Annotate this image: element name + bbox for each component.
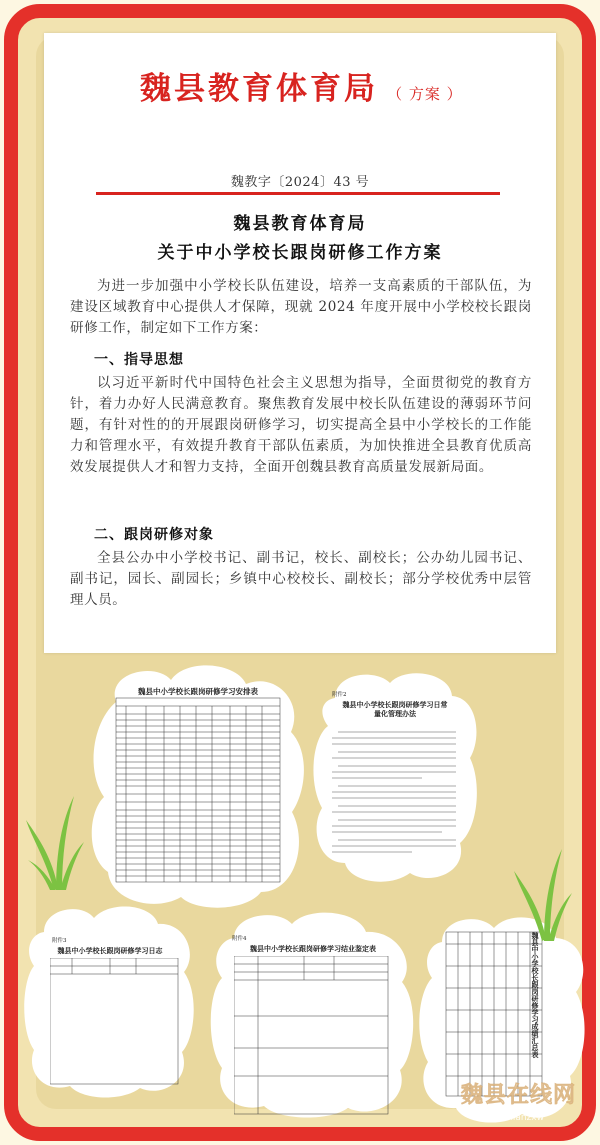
official-document <box>44 33 556 653</box>
grass-left-icon <box>26 790 84 890</box>
site-watermark <box>432 1085 582 1129</box>
section1-heading: 一、指导思想 <box>94 352 184 368</box>
rules-text-lines <box>332 728 462 858</box>
document-header <box>140 63 463 108</box>
log-table-lines <box>50 958 180 1088</box>
attachment-label: 附件2 <box>332 692 347 698</box>
agency-tag: （ 方案 ） <box>387 85 463 103</box>
attachment-label: 附件3 <box>52 938 67 944</box>
attachment-title: 魏县中小学校长跟岗研修学习日常量化管理办法 <box>342 700 448 718</box>
attachment-title: 魏县中小学校长跟岗研修学习安排表 <box>138 687 258 696</box>
attachment-cloud-log <box>22 900 198 1100</box>
attachment-cloud-appraisal <box>208 908 418 1120</box>
agency-name: 魏县教育体育局 <box>140 71 378 107</box>
attachment-cloud-rules <box>310 668 480 884</box>
document-title-line1: 魏县教育体育局 <box>233 214 367 234</box>
attachment-title: 魏县中小学校长跟岗研修学习结业鉴定表 <box>250 944 376 953</box>
section1-body: 以习近平新时代中国特色社会主义思想为指导，全面贯彻党的教育方针，着力办好人民满意教育。聚焦教育发展中校长队伍建设的薄弱环节问题，有针对性的的开展跟岗研修学习，切实提高全县中小学校长的工作能力和管理水平，有效提升教育干部队伍素质，为加快推进全县教育优质高效发展提供人才和智力支持，全面开创魏县教育高质量发展新局面。 <box>70 375 532 475</box>
attachment-title: 魏县中小学校长跟岗研修学习成绩汇总表 <box>531 932 540 1058</box>
intro-paragraph: 为进一步加强中小学校长队伍建设，培养一支高素质的干部队伍，为建设区域教育中心提供人才保障，现就 2024 年度开展中小学校校长跟岗研修工作，制定如下工作方案： <box>70 278 532 336</box>
watermark-url: weixianzxw <box>492 1113 544 1123</box>
grass-right-icon <box>512 845 572 941</box>
document-number: 魏教字〔2024〕43 号 <box>230 175 370 190</box>
attachment-title: 魏县中小学校长跟岗研修学习日志 <box>57 946 163 955</box>
section2-body: 全县公办中小学校书记、副书记，校长、副校长；公办幼儿园书记、副书记，园长、副园长；乡镇中心校校长、副校长；部分学校优秀中层管理人员。 <box>70 550 532 608</box>
document-title-line2: 关于中小学校长跟岗研修工作方案 <box>157 243 443 263</box>
attachment-label: 附件4 <box>232 936 247 942</box>
red-divider <box>96 192 500 195</box>
attachment-thumbnail <box>112 684 284 884</box>
appraisal-table-lines <box>234 956 390 1116</box>
summary-table-lines <box>444 930 564 1100</box>
schedule-table-lines <box>112 696 284 884</box>
attachment-cloud-schedule <box>86 662 308 910</box>
watermark-text: 魏县在线网 <box>460 1083 576 1108</box>
section2-heading: 二、跟岗研修对象 <box>94 527 214 543</box>
